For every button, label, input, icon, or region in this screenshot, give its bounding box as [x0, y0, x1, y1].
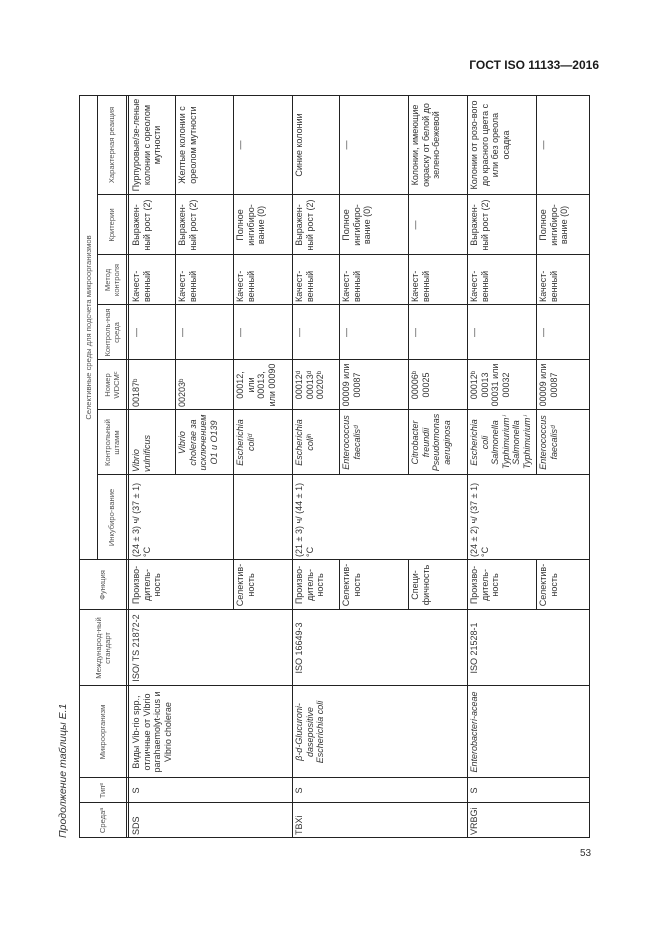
cell-control-medium: —: [538, 328, 548, 337]
cell-function: Произво-дитель-ность: [294, 565, 325, 605]
cell-strain: Citrobacter freundii Pseudomonas aeruginosa: [410, 413, 452, 472]
cell-criteria: Выражен-ный рост (2): [177, 199, 198, 251]
cell-method: Качест-венный: [177, 270, 198, 302]
cell-strain: Enterococcus faecalisᵈ: [538, 415, 559, 470]
cell-criteria: —: [410, 220, 420, 230]
cell-method: Качест-венный: [235, 270, 256, 302]
cell-wdcm: 00012ᵈ 00013ᵈ 00202ᵇ: [294, 370, 325, 400]
cell-type: S: [469, 787, 479, 794]
cell-type: S: [294, 787, 304, 794]
cell-method: Качест-венный: [341, 270, 362, 302]
cell-wdcm: 00012, или 00013, или 00090: [235, 363, 277, 407]
cell-criteria: Выражен-ный рост (2): [469, 199, 490, 251]
cell-wdcm: 00006ᵇ 00025: [410, 370, 431, 400]
cell-control-medium: —: [294, 328, 304, 337]
cell-reaction: —: [538, 140, 548, 150]
cell-reaction: —: [341, 140, 351, 150]
cell-control-medium: —: [341, 328, 351, 337]
cell-incubation: (21 ± 3) ч/ (44 ± 1) °C: [294, 482, 315, 557]
cell-standard: ISO/ TS 21872-2: [131, 614, 141, 682]
cell-standard: ISO 16649-3: [294, 622, 304, 674]
page-number: 53: [580, 848, 592, 859]
col-header-wdcm: Номер WDCMᶜ: [102, 371, 121, 399]
col-header-incubation: Инкубиро-вание: [107, 488, 116, 547]
cell-wdcm: 00009 или 00087: [538, 363, 559, 407]
cell-control-medium: —: [131, 328, 141, 337]
table-caption: Продолжение таблицы Е.1: [57, 703, 69, 838]
cell-microorganism: β-d-Glucuroni-dasepositive Escherichia coli: [294, 700, 325, 764]
cell-method: Качест-венный: [538, 270, 559, 302]
col-header-method: Метод контроля: [102, 263, 121, 297]
cell-function: Произво-дитель-ность: [131, 565, 162, 605]
cell-criteria: Выражен-ный рост (2): [294, 199, 315, 251]
cell-function: Селектив-ность: [538, 563, 559, 607]
cell-method: Качест-венный: [294, 270, 315, 302]
cell-standard: ISO 21528-1: [469, 622, 479, 674]
group-sds: [129, 778, 292, 803]
cell-criteria: Полное ингибиро-вание (0): [235, 204, 266, 246]
cell-method: Качест-венный: [410, 270, 431, 302]
cell-function: Специ-фичность: [410, 564, 431, 606]
cell-wdcm: 00203ᵇ: [177, 378, 187, 407]
cell-wdcm: 00012ᵇ 00013 00031 или 00032: [469, 363, 511, 407]
cell-type: S: [131, 787, 141, 794]
cell-medium: SDS: [131, 816, 141, 835]
cell-incubation: (24 ± 3) ч/ (37 ± 1) °C: [131, 482, 152, 557]
cell-criteria: Полное ингибиро-вание (0): [538, 204, 569, 246]
col-header-standard: Международ-ный стандарт: [93, 617, 112, 679]
cell-control-medium: —: [177, 328, 187, 337]
cell-reaction: Колонии, имеющие окраску от белой до зелено-бежевой: [410, 103, 441, 187]
cell-medium: VRBGi: [469, 807, 479, 835]
cell-function: Селектив-ность: [235, 563, 256, 607]
cell-strain: Escherichia coli Salmonella Typhimuriumⁱ Salmonella Typhimuriumⁱ: [469, 416, 532, 469]
cell-wdcm: 00187ᵇ: [131, 378, 141, 407]
cell-reaction: —: [235, 140, 245, 150]
cell-reaction: Колонии от розо-вого до красного цвета с или без ореола осадка: [469, 100, 511, 190]
cell-strain: Enterococcus faecalisᵈ: [341, 415, 362, 470]
cell-method: Качест-венный: [131, 270, 152, 302]
cell-reaction: Желтые колонии с ореолом мутности: [177, 106, 198, 184]
cell-criteria: Выражен-ный рост (2): [131, 199, 152, 251]
cell-strain: Escherichia coliᵈ: [235, 419, 256, 466]
cell-medium: TBXi: [294, 815, 304, 835]
cell-function: Произво-дитель-ность: [469, 565, 500, 605]
col-header-microorganism: Микроорганизм: [98, 704, 107, 760]
cell-strain: Vibrio cholerae за исключением O1 и O139: [177, 414, 219, 471]
cell-control-medium: —: [410, 328, 420, 337]
cell-strain: Vibrio vulnificus: [131, 434, 152, 472]
cell-microorganism: Enterobacteri-aceae: [469, 691, 479, 773]
cell-function: Селектив-ность: [341, 563, 362, 607]
cell-reaction: Синие колонии: [294, 113, 304, 177]
cell-reaction: Пурпуровые/зе-леные колонии с ореолом мутности: [131, 98, 162, 192]
rotated-table: [79, 95, 590, 838]
cell-strain: Escherichia coliʰ: [294, 419, 315, 466]
cell-criteria: Полное ингибиро-вание (0): [341, 204, 372, 246]
col-header-criteria: Критерии: [107, 208, 116, 242]
col-header-type: Типᵉ: [98, 782, 107, 799]
super-header: Селективные среды для подсчета микроорганизмов: [83, 235, 93, 420]
col-header-function: Функция: [98, 570, 107, 600]
col-header-medium: Средаᵃ: [98, 807, 107, 834]
cell-method: Качест-венный: [469, 270, 490, 302]
col-header-control-strain: Контрольный штамм: [102, 419, 121, 466]
col-header-control-medium: Контроль-ная среда: [102, 308, 121, 357]
col-header-reaction: Характерная реакция: [107, 106, 116, 184]
cell-control-medium: —: [469, 328, 479, 337]
cell-incubation: (24 ± 2) ч/ (37 ± 1) °C: [469, 482, 490, 557]
cell-microorganism: Виды Vib-rio spp., отличные от Vibrio parahaemolyt-icus и Vibrio cholerae: [131, 691, 173, 773]
document-code: ГОСТ ISO 11133—2016: [469, 58, 599, 72]
cell-wdcm: 00009 или 00087: [341, 363, 362, 407]
cell-control-medium: —: [235, 328, 245, 337]
